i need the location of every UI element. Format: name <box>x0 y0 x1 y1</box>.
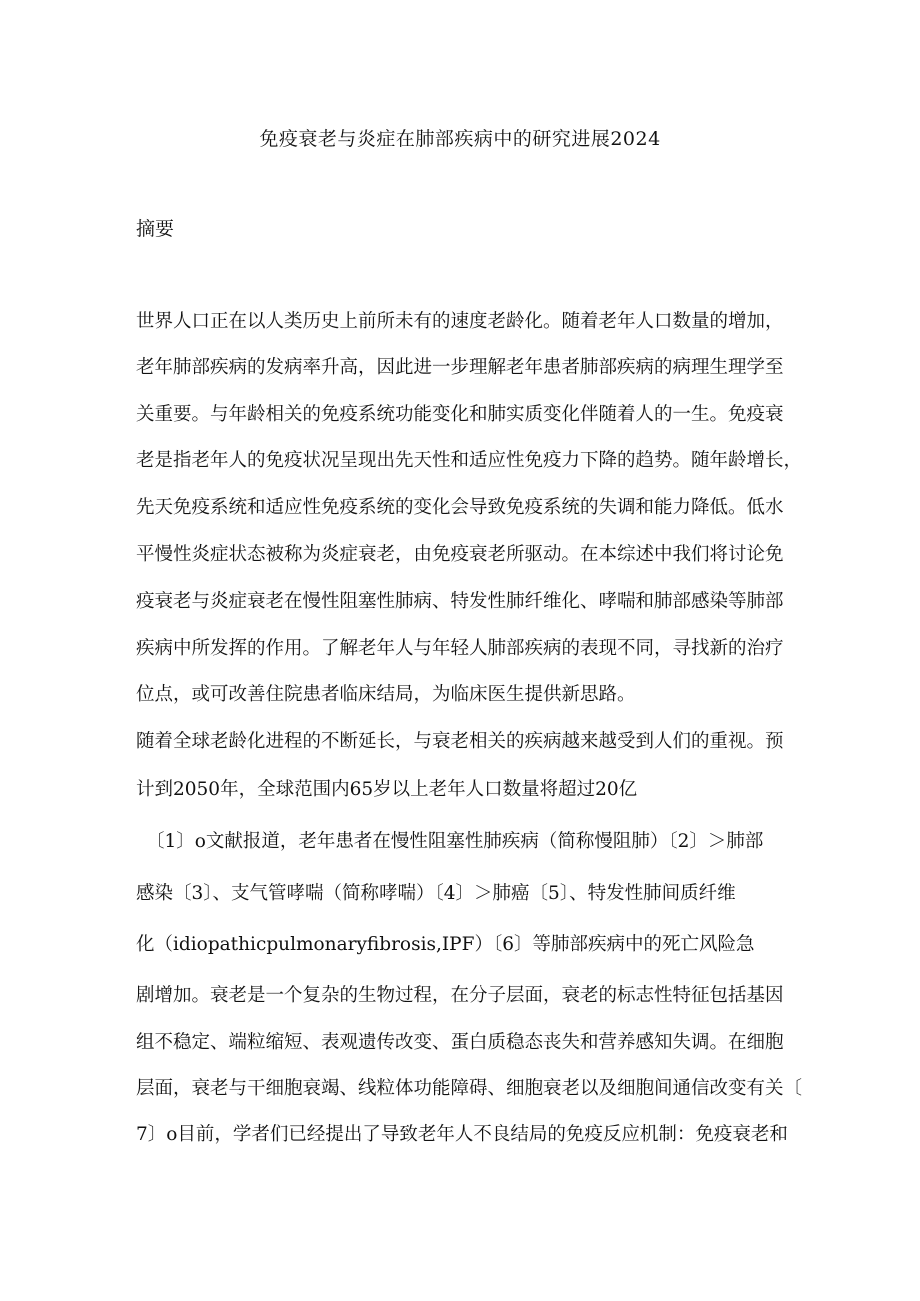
body-line: 层面，衰老与干细胞衰竭、线粒体功能障碍、细胞衰老以及细胞间通信改变有关〔 <box>136 1078 803 1099</box>
body-line: 组不稳定、端粒缩短、表观遗传改变、蛋白质稳态丧失和营养感知失调。在细胞 <box>136 1032 784 1053</box>
body-line: 感染〔3〕、支气管哮喘（简称哮喘）〔4〕＞肺癌〔5〕、特发性肺间质纤维 <box>136 883 736 904</box>
body-line: 〔1〕o文献报道，老年患者在慢性阻塞性肺疾病（简称慢阻肺）〔2〕＞肺部 <box>146 831 764 852</box>
body-line: 老年肺部疾病的发病率升高，因此进一步理解老年患者肺部疾病的病理生理学至 <box>136 357 784 378</box>
body-line: 计到2050年，全球范围内65岁以上老年人口数量将超过20亿 <box>136 779 638 800</box>
document-title: 免疫衰老与炎症在肺部疾病中的研究进展2024 <box>259 128 661 150</box>
body-line: 随着全球老龄化进程的不断延长，与衰老相关的疾病越来越受到人们的重视。预 <box>136 731 784 752</box>
body-line: 7〕o目前，学者们已经提出了导致老年人不良结局的免疫反应机制：免疫衰老和 <box>136 1124 788 1145</box>
body-line: 平慢性炎症状态被称为炎症衰老，由免疫衰老所驱动。在本综述中我们将讨论免 <box>136 544 784 565</box>
body-line: 位点，或可改善住院患者临床结局，为临床医生提供新思路。 <box>136 684 636 705</box>
body-line: 世界人口正在以人类历史上前所未有的速度老龄化。随着老年人口数量的增加， <box>136 311 784 332</box>
body-line: 先天免疫系统和适应性免疫系统的变化会导致免疫系统的失调和能力降低。低水 <box>136 497 784 518</box>
abstract-heading: 摘要 <box>136 218 175 240</box>
body-line: 剧增加。衰老是一个复杂的生物过程，在分子层面，衰老的标志性特征包括基因 <box>136 985 784 1006</box>
body-line: 化（idiopathicpulmonaryfibrosis,IPF）〔6〕等肺部疾病中的死亡风险急 <box>136 934 755 955</box>
body-line: 关重要。与年龄相关的免疫系统功能变化和肺实质变化伴随着人的一生。免疫衰 <box>136 404 784 425</box>
body-line: 疾病中所发挥的作用。了解老年人与年轻人肺部疾病的表现不同，寻找新的治疗 <box>136 638 784 659</box>
body-line: 疫衰老与炎症衰老在慢性阻塞性肺病、特发性肺纤维化、哮喘和肺部感染等肺部 <box>136 591 784 612</box>
body-line: 老是指老年人的免疫状况呈现出先天性和适应性免疫力下降的趋势。随年龄增长， <box>136 450 803 471</box>
